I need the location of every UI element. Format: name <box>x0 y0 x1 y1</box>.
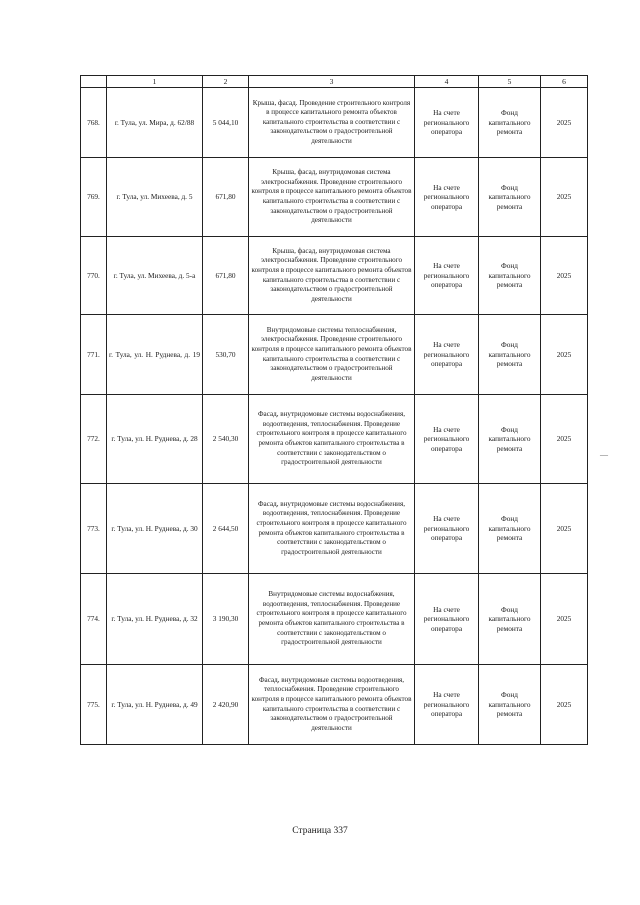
cost-cell: 2 644,50 <box>203 484 249 574</box>
table-row <box>81 395 588 484</box>
year-cell: 2025 <box>541 158 588 237</box>
account-method-cell: На счете регионального оператора <box>415 484 479 574</box>
account-method-cell: На счете регионального оператора <box>415 315 479 395</box>
cost-cell: 671,80 <box>203 237 249 315</box>
column-header: 3 <box>249 76 415 88</box>
row-number: 775. <box>81 665 107 745</box>
column-header: 4 <box>415 76 479 88</box>
work-description-cell: Фасад, внутридомовые системы водоснабжения, водоотведения, теплоснабжения. Проведение строительного контроля в процессе капитального ремонта объектов капитального строительства в соответствии с законодательством о градостроительной деятельности <box>249 395 415 484</box>
account-method-cell: На счете регионального оператора <box>415 237 479 315</box>
table-row <box>81 158 588 237</box>
year-cell: 2025 <box>541 315 588 395</box>
account-method-cell: На счете регионального оператора <box>415 158 479 237</box>
year-cell: 2025 <box>541 237 588 315</box>
column-number-row <box>81 76 588 88</box>
row-number: 770. <box>81 237 107 315</box>
table-row <box>81 574 588 665</box>
row-number: 773. <box>81 484 107 574</box>
funding-source-cell: Фонд капитального ремонта <box>479 665 541 745</box>
cost-cell: 3 190,30 <box>203 574 249 665</box>
row-number: 771. <box>81 315 107 395</box>
table-row <box>81 315 588 395</box>
address-cell: г. Тула, ул. Н. Руднева, д. 49 <box>107 665 203 745</box>
row-number: 774. <box>81 574 107 665</box>
column-header: 1 <box>107 76 203 88</box>
column-header: 5 <box>479 76 541 88</box>
funding-source-cell: Фонд капитального ремонта <box>479 158 541 237</box>
table-row <box>81 237 588 315</box>
account-method-cell: На счете регионального оператора <box>415 665 479 745</box>
cost-cell: 2 540,30 <box>203 395 249 484</box>
cost-cell: 671,80 <box>203 158 249 237</box>
year-cell: 2025 <box>541 574 588 665</box>
account-method-cell: На счете регионального оператора <box>415 88 479 158</box>
row-number: 769. <box>81 158 107 237</box>
margin-dash-mark: — <box>600 450 608 459</box>
column-header: 6 <box>541 76 588 88</box>
table-row <box>81 484 588 574</box>
work-description-cell: Фасад, внутридомовые системы водоснабжения, водоотведения, теплоснабжения. Проведение строительного контроля в процессе капитального ремонта объектов капитального строительства в соответствии с законодательством о градостроительной деятельности <box>249 484 415 574</box>
funding-source-cell: Фонд капитального ремонта <box>479 237 541 315</box>
year-cell: 2025 <box>541 88 588 158</box>
cost-cell: 5 044,10 <box>203 88 249 158</box>
funding-source-cell: Фонд капитального ремонта <box>479 88 541 158</box>
repair-schedule-table <box>80 75 588 745</box>
address-cell: г. Тула, ул. Н. Руднева, д. 32 <box>107 574 203 665</box>
funding-source-cell: Фонд капитального ремонта <box>479 574 541 665</box>
address-cell <box>107 315 203 395</box>
table-row <box>81 665 588 745</box>
address-text: г. Тула, ул. Н. Руднева, д. 19 <box>109 349 200 359</box>
work-description-cell: Внутридомовые системы теплоснабжения, электроснабжения. Проведение строительного контроля в процессе капитального ремонта объектов капитального строительства в соответствии с законодательством о градостроительной деятельности <box>249 315 415 395</box>
page-number: Страница 337 <box>292 826 348 836</box>
address-cell: г. Тула, ул. Н. Руднева, д. 30 <box>107 484 203 574</box>
cost-cell: 530,70 <box>203 315 249 395</box>
work-description-cell: Крыша, фасад. Проведение строительного контроля в процессе капитального ремонта объектов капитального строительства в соответствии с законодательством о градостроительной деятельности <box>249 88 415 158</box>
funding-source-cell: Фонд капитального ремонта <box>479 484 541 574</box>
account-method-cell: На счете регионального оператора <box>415 574 479 665</box>
table-row <box>81 88 588 158</box>
year-cell: 2025 <box>541 665 588 745</box>
column-header <box>81 76 107 88</box>
work-description-cell: Фасад, внутридомовые системы водоотведения, теплоснабжения. Проведение строительного контроля в процессе капитального ремонта объектов капитального строительства в соответствии с законодательством о градостроительной деятельности <box>249 665 415 745</box>
address-cell: г. Тула, ул. Н. Руднева, д. 28 <box>107 395 203 484</box>
work-description-cell: Внутридомовые системы водоснабжения, водоотведения, теплоснабжения. Проведение строительного контроля в процессе капитального ремонта объектов капитального строительства в соответствии с законодательством о градостроительной деятельности <box>249 574 415 665</box>
address-cell: г. Тула, ул. Михеева, д. 5-а <box>107 237 203 315</box>
row-number: 768. <box>81 88 107 158</box>
row-number: 772. <box>81 395 107 484</box>
column-header: 2 <box>203 76 249 88</box>
table-body <box>81 76 588 745</box>
work-description-cell: Крыша, фасад, внутридомовая система электроснабжения. Проведение строительного контроля в процессе капитального ремонта объектов капитального строительства в соответствии с законодательством о градостроительной деятельности <box>249 158 415 237</box>
address-cell: г. Тула, ул. Мира, д. 62/88 <box>107 88 203 158</box>
cost-cell: 2 420,90 <box>203 665 249 745</box>
address-cell: г. Тула, ул. Михеева, д. 5 <box>107 158 203 237</box>
funding-source-cell: Фонд капитального ремонта <box>479 395 541 484</box>
account-method-cell: На счете регионального оператора <box>415 395 479 484</box>
funding-source-cell: Фонд капитального ремонта <box>479 315 541 395</box>
year-cell: 2025 <box>541 484 588 574</box>
year-cell: 2025 <box>541 395 588 484</box>
work-description-cell: Крыша, фасад, внутридомовая система электроснабжения. Проведение строительного контроля в процессе капитального ремонта объектов капитального строительства в соответствии с законодательством о градостроительной деятельности <box>249 237 415 315</box>
